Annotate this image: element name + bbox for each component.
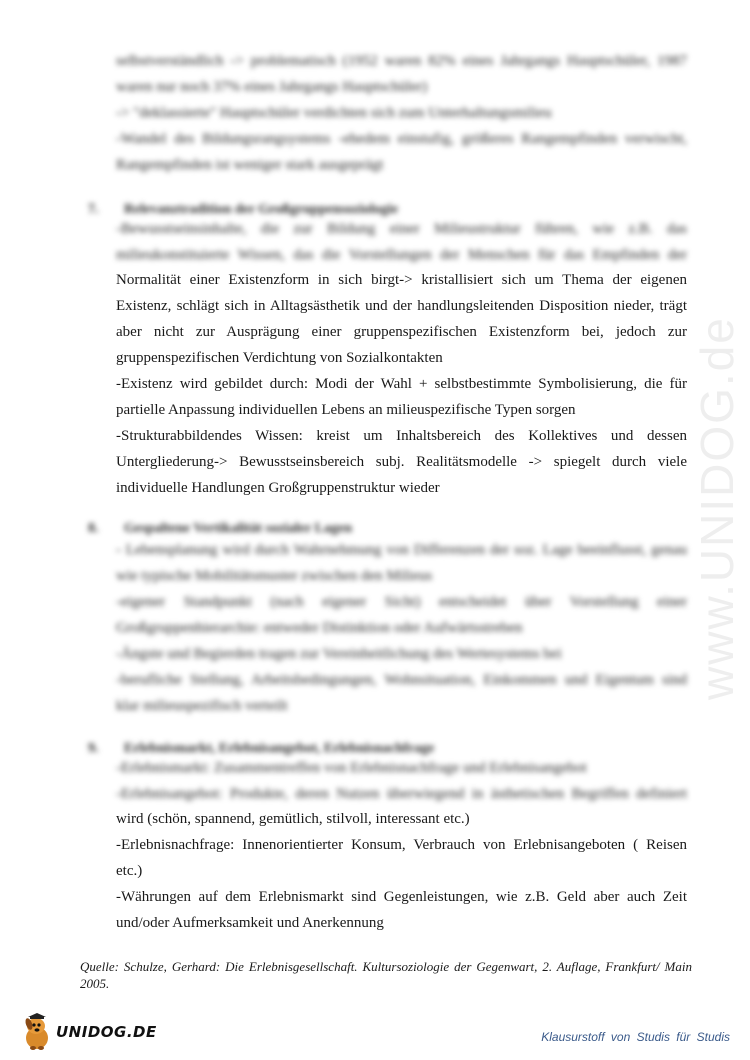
text-line: -Bewusstseinsinhalte, die zur Bildung einer Milieustruktur führen, wie z.B. das (116, 221, 687, 237)
text-line: -Existenz wird gebildet durch: Modi der Wahl + selbstbestimmte Symbolisierung, die für (116, 376, 687, 392)
section-9-blurred-lines (116, 755, 687, 807)
text-line: partielle Anpassung individuellen Lebens an milieuspezifische Typen sorgen (116, 402, 576, 418)
section-number: 9. (88, 741, 99, 756)
source-citation: Quelle: Schulze, Gerhard: Die Erlebnisgesellschaft. Kultursoziologie der Gegenwart, 2. Auflage, Frankfurt/ Main 2005. (80, 959, 692, 991)
text-line: individuelle Handlungen Großgruppenstruktur wieder (116, 480, 440, 496)
section-number: 8. (88, 521, 99, 536)
logo-text: UNIDOG.DE (56, 1023, 157, 1041)
dog-mascot-icon (20, 1012, 54, 1052)
text-line: wie typische Mobilitätsmuster zwischen den Milieus (116, 568, 433, 584)
footer-logo[interactable] (20, 1012, 157, 1052)
text-line: waren nur noch 37% eines Jahrgangs Hauptschüler) (116, 79, 428, 95)
text-line: aber nicht zur Ausprägung einer gruppenspezifischen Existenzform bei, jedoch zur (116, 324, 687, 340)
section-title: Gespaltene Vertikalität sozialer Lagen (124, 521, 352, 536)
section-7-body (116, 267, 687, 501)
text-line: -> "deklassierte" Hauptschüler verdichten sich zum Unterhaltungsmilieu (116, 105, 552, 121)
footer-tagline: Klausurstoff von Studis für Studis (541, 1030, 730, 1044)
section-9-body (116, 806, 687, 936)
section-title: Relevanztradition der Großgruppensoziologie (124, 202, 399, 217)
text-line: -Erlebnismarkt: Zusammentreffen von Erlebnisnachfrage und Erlebnisangebot (116, 760, 587, 776)
text-line: Normalität einer Existenzform in sich birgt-> kristallisiert sich um Thema der eigenen (116, 272, 687, 288)
text-line: klar milieuspezifisch verteilt (116, 698, 288, 714)
section-title: Erlebnismarkt, Erlebnisangebot, Erlebnisnachfrage (124, 741, 435, 756)
text-line: -Währungen auf dem Erlebnismarkt sind Gegenleistungen, wie z.B. Geld aber auch Zeit (116, 889, 687, 905)
text-line: -berufliche Stellung, Arbeitsbedingungen, Wohnsituation, Einkommen und Eigentum sind (116, 672, 687, 688)
section-number: 7. (88, 202, 99, 217)
text-line: selbstverständlich -> problematisch (1952 waren 82% eines Jahrgangs Hauptschüler, 1987 (116, 53, 687, 69)
text-line: -Erlebnisnachfrage: Innenorientierter Konsum, Verbrauch von Erlebnisangeboten ( Reisen (116, 837, 687, 853)
text-line: Untergliederung-> Bewusstseinsbereich subj. Realitätsmodelle -> spiegelt durch viele (116, 454, 687, 470)
text-line: -Wandel des Bildungsrangsystems -ehedem einstufig, größeres Rangempfinden verwischt, (116, 131, 687, 147)
section-7-blurred-lines (116, 216, 687, 268)
paragraph-top (116, 48, 687, 178)
text-line: gruppenspezifischen Verdichtung von Sozialkontakten (116, 350, 443, 366)
text-line: etc.) (116, 863, 143, 879)
text-line: - Lebensplanung wird durch Wahrnehmung von Differenzen der soz. Lage beeinflusst, genau (116, 542, 687, 558)
text-line: wird (schön, spannend, gemütlich, stilvoll, interessant etc.) (116, 811, 470, 827)
text-line: -Ängste und Begierden tragen zur Vereinheitlichung des Wertesystems bei (116, 646, 562, 662)
text-line: und/oder Aufmerksamkeit und Anerkennung (116, 915, 384, 931)
watermark: www.UNIDOG.de (691, 316, 743, 700)
text-line: Existenz, schlägt sich in Alltagsästhetik und der handlungsleitenden Disposition nieder, trägt (116, 298, 687, 314)
text-line: milieukonstituierte Wissen, das die Vorstellungen der Menschen für das Empfinden der (116, 247, 687, 263)
text-line: Großgruppenhierarchie: entweder Distinktion oder Aufwärtsstreben (116, 620, 523, 636)
section-8-heading (88, 521, 352, 537)
text-line: -Erlebnisangebot: Produkte, deren Nutzen überwiegend in ästhetischen Begriffen definiert (116, 786, 687, 802)
section-8-body (116, 537, 687, 719)
text-line: Rangempfinden ist weniger stark ausgeprägt (116, 157, 384, 173)
text-line: -eigener Standpunkt (nach eigener Sicht) entscheidet über Vorstellung einer (116, 594, 687, 610)
text-line: -Strukturabbildendes Wissen: kreist um Inhaltsbereich des Kollektives und dessen (116, 428, 687, 444)
